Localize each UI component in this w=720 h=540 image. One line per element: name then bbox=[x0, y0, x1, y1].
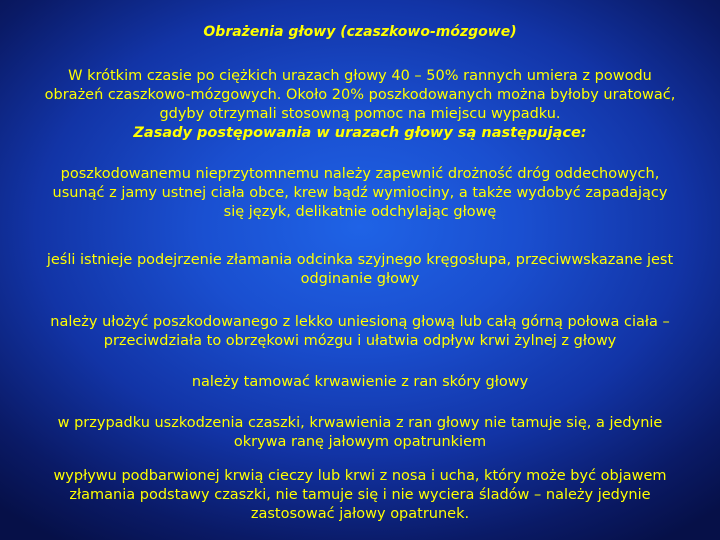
slide-title: Obrażenia głowy (czaszkowo-mózgowe) bbox=[203, 24, 517, 40]
rule-skull-injury: w przypadku uszkodzenia czaszki, krwawienia z ran głowy nie tamuje się, a jedynie okrywa ranę jałowym opatrunkiem bbox=[57, 415, 663, 450]
rule-positioning: należy ułożyć poszkodowanego z lekko uniesioną głową lub całą górną połowa ciała – przeciwdziała to obrzękowi mózgu i ułatwia odpływ krwi żylnej z głowy bbox=[50, 314, 670, 349]
rule-skull-base-fracture: wypływu podbarwionej krwią cieczy lub krwi z nosa i ucha, który może być objawem złamania podstawy czaszki, nie tamuje się i nie wyciera śladów – należy jedynie zastosować jałowy opatrunek. bbox=[53, 468, 667, 522]
rule-spine: jeśli istnieje podejrzenie złamania odcinka szyjnego kręgosłupa, przeciwwskazane jest odginanie głowy bbox=[46, 252, 674, 287]
intro-rules-heading: Zasady postępowania w urazach głowy są następujące: bbox=[133, 125, 587, 141]
intro-text: W krótkim czasie po ciężkich urazach głowy 40 – 50% rannych umiera z powodu obrażeń czaszkowo-mózgowych. Około 20% poszkodowanych można byłoby uratować, gdyby otrzymali stosowną pomoc na miejscu wypadku. bbox=[44, 68, 676, 122]
rule-scalp-bleeding: należy tamować krwawienie z ran skóry głowy bbox=[191, 374, 529, 390]
intro-paragraph bbox=[40, 67, 680, 143]
rule-airway: poszkodowanemu nieprzytomnemu należy zapewnić drożność dróg oddechowych, usunąć z jamy ustnej ciała obce, krew bądź wymiociny, a także wydobyć zapadający się język, delikatnie odchylając głowę bbox=[52, 166, 668, 220]
